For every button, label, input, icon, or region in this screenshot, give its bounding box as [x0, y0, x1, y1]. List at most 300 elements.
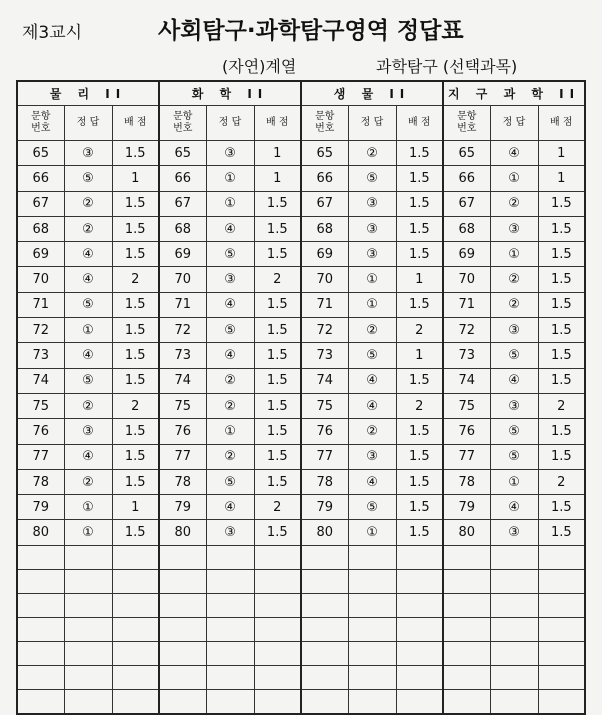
question-number: 77 [17, 444, 64, 469]
answer-cell: ② [348, 141, 396, 166]
points-cell: 1.5 [112, 242, 159, 267]
question-number: 68 [443, 216, 490, 241]
answer-cell: ④ [348, 469, 396, 494]
question-number: 66 [17, 166, 64, 191]
table-row [17, 393, 585, 418]
points-cell: 1.5 [112, 368, 159, 393]
points-cell: 1.5 [254, 469, 301, 494]
points-cell: 1.5 [538, 419, 585, 444]
question-number: 65 [17, 141, 64, 166]
empty-cell [538, 617, 585, 641]
question-number: 65 [159, 141, 206, 166]
empty-cell [17, 569, 64, 593]
question-number: 80 [301, 520, 348, 545]
empty-cell [301, 689, 348, 714]
answer-cell: ② [348, 318, 396, 343]
empty-cell [301, 617, 348, 641]
answer-cell: ④ [348, 368, 396, 393]
answer-cell: ② [64, 216, 112, 241]
answer-header: 정 답 [348, 106, 396, 141]
empty-cell [490, 641, 538, 665]
empty-cell [159, 545, 206, 569]
empty-cell [112, 569, 159, 593]
answer-cell: ③ [206, 267, 254, 292]
table-row [17, 242, 585, 267]
question-number: 79 [17, 495, 64, 520]
answer-cell: ① [348, 292, 396, 317]
points-cell: 1.5 [254, 318, 301, 343]
points-cell: 1.5 [112, 343, 159, 368]
question-number: 75 [17, 393, 64, 418]
points-cell: 1.5 [396, 242, 443, 267]
empty-cell [348, 617, 396, 641]
table-row [17, 419, 585, 444]
question-number: 68 [17, 216, 64, 241]
answer-key-table [16, 80, 586, 715]
table-row [17, 444, 585, 469]
column-header-row [17, 106, 585, 141]
points-cell: 1.5 [112, 141, 159, 166]
empty-cell [301, 545, 348, 569]
empty-cell [159, 665, 206, 689]
points-cell: 2 [538, 393, 585, 418]
empty-cell [17, 689, 64, 714]
empty-row [17, 689, 585, 714]
points-cell: 1.5 [112, 520, 159, 545]
question-number: 76 [443, 419, 490, 444]
points-cell: 1.5 [538, 343, 585, 368]
points-cell: 1.5 [396, 191, 443, 216]
empty-cell [112, 689, 159, 714]
empty-cell [538, 593, 585, 617]
answer-cell: ① [490, 166, 538, 191]
points-cell: 1.5 [112, 191, 159, 216]
table-row [17, 368, 585, 393]
question-number: 77 [301, 444, 348, 469]
question-number: 69 [443, 242, 490, 267]
question-number: 78 [159, 469, 206, 494]
points-cell: 1.5 [396, 141, 443, 166]
answer-cell: ⑤ [490, 419, 538, 444]
question-number: 78 [301, 469, 348, 494]
empty-cell [17, 593, 64, 617]
answer-cell: ④ [64, 444, 112, 469]
question-number: 75 [301, 393, 348, 418]
empty-cell [254, 593, 301, 617]
empty-cell [254, 641, 301, 665]
empty-cell [443, 593, 490, 617]
empty-cell [538, 569, 585, 593]
points-cell: 1.5 [254, 343, 301, 368]
points-cell: 1.5 [254, 242, 301, 267]
empty-cell [538, 689, 585, 714]
question-number: 74 [301, 368, 348, 393]
question-number: 71 [17, 292, 64, 317]
question-no-header: 문항 번호 [159, 106, 206, 141]
points-cell: 2 [396, 393, 443, 418]
table-header [17, 81, 585, 141]
empty-cell [254, 545, 301, 569]
question-number: 72 [17, 318, 64, 343]
empty-row [17, 617, 585, 641]
points-cell: 1.5 [254, 393, 301, 418]
points-cell: 2 [112, 393, 159, 418]
question-number: 80 [17, 520, 64, 545]
empty-cell [396, 617, 443, 641]
subject-header: 화 학 II [159, 81, 301, 106]
points-cell: 1.5 [112, 318, 159, 343]
empty-cell [64, 593, 112, 617]
answer-cell: ② [348, 419, 396, 444]
question-number: 80 [443, 520, 490, 545]
empty-cell [348, 665, 396, 689]
question-number: 70 [301, 267, 348, 292]
answer-cell: ① [348, 267, 396, 292]
empty-cell [443, 689, 490, 714]
points-cell: 1.5 [112, 419, 159, 444]
empty-cell [17, 617, 64, 641]
question-number: 75 [443, 393, 490, 418]
empty-cell [17, 545, 64, 569]
empty-cell [159, 689, 206, 714]
empty-cell [443, 545, 490, 569]
question-number: 74 [159, 368, 206, 393]
empty-cell [348, 689, 396, 714]
answer-cell: ① [348, 520, 396, 545]
empty-cell [396, 569, 443, 593]
answer-cell: ③ [206, 141, 254, 166]
empty-cell [64, 545, 112, 569]
question-number: 67 [17, 191, 64, 216]
points-cell: 1 [112, 495, 159, 520]
table-row [17, 495, 585, 520]
points-cell: 1 [112, 166, 159, 191]
empty-cell [254, 665, 301, 689]
answer-cell: ④ [206, 216, 254, 241]
points-header: 배 점 [396, 106, 443, 141]
answer-cell: ⑤ [206, 318, 254, 343]
empty-cell [112, 665, 159, 689]
empty-cell [206, 665, 254, 689]
answer-cell: ③ [206, 520, 254, 545]
empty-cell [254, 569, 301, 593]
empty-cell [348, 545, 396, 569]
points-cell: 1.5 [538, 242, 585, 267]
points-cell: 1.5 [112, 444, 159, 469]
points-cell: 2 [538, 469, 585, 494]
question-number: 71 [159, 292, 206, 317]
empty-cell [206, 545, 254, 569]
empty-cell [64, 641, 112, 665]
empty-cell [348, 641, 396, 665]
question-number: 67 [301, 191, 348, 216]
page-title: 사회탐구·과학탐구영역 정답표 [158, 18, 464, 44]
empty-cell [301, 665, 348, 689]
answer-cell: ③ [348, 444, 396, 469]
subject-header: 물 리 II [17, 81, 159, 106]
question-number: 72 [443, 318, 490, 343]
points-cell: 1.5 [396, 444, 443, 469]
table-row [17, 166, 585, 191]
question-number: 77 [159, 444, 206, 469]
points-cell: 1.5 [538, 267, 585, 292]
question-number: 70 [17, 267, 64, 292]
points-cell: 1.5 [254, 444, 301, 469]
question-number: 65 [301, 141, 348, 166]
empty-cell [490, 593, 538, 617]
question-number: 79 [443, 495, 490, 520]
answer-cell: ② [206, 368, 254, 393]
points-cell: 1.5 [538, 495, 585, 520]
answer-cell: ④ [206, 495, 254, 520]
empty-cell [112, 617, 159, 641]
question-no-header: 문항 번호 [443, 106, 490, 141]
track-label: (자연)계열 [222, 57, 297, 76]
empty-cell [64, 617, 112, 641]
empty-cell [159, 641, 206, 665]
points-cell: 1.5 [396, 469, 443, 494]
empty-cell [348, 593, 396, 617]
empty-cell [443, 569, 490, 593]
answer-cell: ⑤ [64, 368, 112, 393]
empty-cell [396, 593, 443, 617]
empty-cell [17, 641, 64, 665]
empty-cell [112, 545, 159, 569]
points-header: 배 점 [538, 106, 585, 141]
answer-header: 정 답 [64, 106, 112, 141]
question-number: 76 [159, 419, 206, 444]
question-number: 69 [17, 242, 64, 267]
answer-cell: ③ [348, 191, 396, 216]
points-cell: 1.5 [254, 368, 301, 393]
answer-cell: ④ [348, 393, 396, 418]
empty-row [17, 545, 585, 569]
empty-cell [112, 641, 159, 665]
points-cell: 1.5 [538, 318, 585, 343]
points-cell: 1 [538, 141, 585, 166]
question-no-header: 문항 번호 [17, 106, 64, 141]
empty-cell [206, 641, 254, 665]
empty-cell [490, 689, 538, 714]
question-number: 70 [159, 267, 206, 292]
answer-cell: ② [206, 393, 254, 418]
answer-cell: ⑤ [490, 444, 538, 469]
question-number: 66 [301, 166, 348, 191]
points-cell: 1 [538, 166, 585, 191]
empty-cell [443, 665, 490, 689]
empty-row [17, 641, 585, 665]
answer-cell: ② [64, 191, 112, 216]
table-row [17, 318, 585, 343]
answer-cell: ③ [64, 419, 112, 444]
table-row [17, 216, 585, 241]
points-cell: 1.5 [396, 419, 443, 444]
category-label: 과학탐구 (선택과목) [376, 57, 518, 76]
points-header: 배 점 [112, 106, 159, 141]
table-row [17, 469, 585, 494]
answer-cell: ③ [490, 393, 538, 418]
question-number: 66 [159, 166, 206, 191]
answer-cell: ⑤ [64, 292, 112, 317]
empty-cell [538, 545, 585, 569]
answer-cell: ⑤ [64, 166, 112, 191]
points-cell: 1.5 [254, 292, 301, 317]
question-number: 74 [17, 368, 64, 393]
empty-cell [254, 689, 301, 714]
question-number: 66 [443, 166, 490, 191]
question-number: 78 [443, 469, 490, 494]
answer-cell: ② [64, 393, 112, 418]
answer-cell: ④ [490, 141, 538, 166]
empty-cell [490, 569, 538, 593]
points-cell: 1.5 [538, 216, 585, 241]
empty-cell [396, 545, 443, 569]
question-number: 72 [301, 318, 348, 343]
answer-cell: ⑤ [206, 242, 254, 267]
question-number: 68 [159, 216, 206, 241]
question-number: 69 [159, 242, 206, 267]
question-number: 80 [159, 520, 206, 545]
answer-header: 정 답 [206, 106, 254, 141]
empty-cell [301, 593, 348, 617]
empty-cell [301, 641, 348, 665]
answer-cell: ⑤ [348, 343, 396, 368]
answer-header: 정 답 [490, 106, 538, 141]
table-row [17, 343, 585, 368]
question-number: 76 [17, 419, 64, 444]
points-cell: 1.5 [396, 520, 443, 545]
question-number: 73 [301, 343, 348, 368]
answer-cell: ③ [348, 242, 396, 267]
table-row [17, 191, 585, 216]
points-cell: 1.5 [396, 166, 443, 191]
empty-cell [396, 689, 443, 714]
answer-cell: ③ [348, 216, 396, 241]
table-row [17, 141, 585, 166]
answer-cell: ④ [64, 267, 112, 292]
answer-cell: ⑤ [348, 166, 396, 191]
table-body [17, 141, 585, 714]
subject-header: 생 물 II [301, 81, 443, 106]
points-cell: 2 [254, 495, 301, 520]
points-cell: 1.5 [396, 292, 443, 317]
points-cell: 1 [254, 141, 301, 166]
question-number: 79 [301, 495, 348, 520]
empty-cell [538, 665, 585, 689]
question-number: 68 [301, 216, 348, 241]
subject-header-row [17, 81, 585, 106]
points-cell: 1.5 [112, 216, 159, 241]
answer-cell: ① [206, 191, 254, 216]
question-number: 75 [159, 393, 206, 418]
table-row [17, 267, 585, 292]
question-number: 77 [443, 444, 490, 469]
answer-cell: ③ [64, 141, 112, 166]
answer-cell: ④ [490, 368, 538, 393]
answer-cell: ① [64, 318, 112, 343]
empty-cell [301, 569, 348, 593]
question-number: 71 [443, 292, 490, 317]
question-number: 76 [301, 419, 348, 444]
question-number: 69 [301, 242, 348, 267]
answer-cell: ⑤ [206, 469, 254, 494]
points-cell: 1.5 [254, 191, 301, 216]
empty-row [17, 569, 585, 593]
question-number: 73 [443, 343, 490, 368]
empty-cell [490, 545, 538, 569]
points-cell: 1.5 [112, 292, 159, 317]
points-cell: 1.5 [538, 191, 585, 216]
answer-cell: ① [206, 419, 254, 444]
points-cell: 1.5 [254, 520, 301, 545]
answer-cell: ① [490, 242, 538, 267]
empty-cell [443, 641, 490, 665]
empty-cell [64, 689, 112, 714]
answer-cell: ⑤ [348, 495, 396, 520]
points-cell: 1 [396, 267, 443, 292]
answer-cell: ④ [64, 343, 112, 368]
question-number: 79 [159, 495, 206, 520]
points-cell: 1.5 [396, 368, 443, 393]
points-cell: 1.5 [254, 216, 301, 241]
empty-cell [159, 593, 206, 617]
question-number: 74 [443, 368, 490, 393]
points-cell: 1 [254, 166, 301, 191]
answer-cell: ② [490, 292, 538, 317]
answer-cell: ① [64, 495, 112, 520]
points-cell: 1.5 [112, 469, 159, 494]
empty-cell [348, 569, 396, 593]
answer-cell: ① [64, 520, 112, 545]
question-no-header: 문항 번호 [301, 106, 348, 141]
answer-cell: ④ [206, 292, 254, 317]
subject-header: 지 구 과 학 II [443, 81, 585, 106]
answer-cell: ③ [490, 318, 538, 343]
answer-cell: ④ [206, 343, 254, 368]
question-number: 73 [17, 343, 64, 368]
empty-cell [206, 569, 254, 593]
table-row [17, 520, 585, 545]
empty-cell [206, 593, 254, 617]
empty-cell [159, 617, 206, 641]
points-cell: 2 [112, 267, 159, 292]
question-number: 70 [443, 267, 490, 292]
empty-cell [159, 569, 206, 593]
points-cell: 1.5 [538, 444, 585, 469]
answer-cell: ② [64, 469, 112, 494]
empty-cell [17, 665, 64, 689]
points-cell: 1.5 [538, 368, 585, 393]
answer-cell: ④ [490, 495, 538, 520]
empty-cell [254, 617, 301, 641]
empty-cell [112, 593, 159, 617]
empty-cell [490, 665, 538, 689]
points-cell: 1.5 [396, 495, 443, 520]
answer-cell: ③ [490, 216, 538, 241]
question-number: 78 [17, 469, 64, 494]
answer-cell: ② [206, 444, 254, 469]
question-number: 67 [159, 191, 206, 216]
points-header: 배 점 [254, 106, 301, 141]
question-number: 73 [159, 343, 206, 368]
answer-cell: ③ [490, 520, 538, 545]
empty-cell [538, 641, 585, 665]
empty-cell [206, 689, 254, 714]
empty-cell [443, 617, 490, 641]
points-cell: 1 [396, 343, 443, 368]
empty-cell [396, 641, 443, 665]
points-cell: 2 [254, 267, 301, 292]
